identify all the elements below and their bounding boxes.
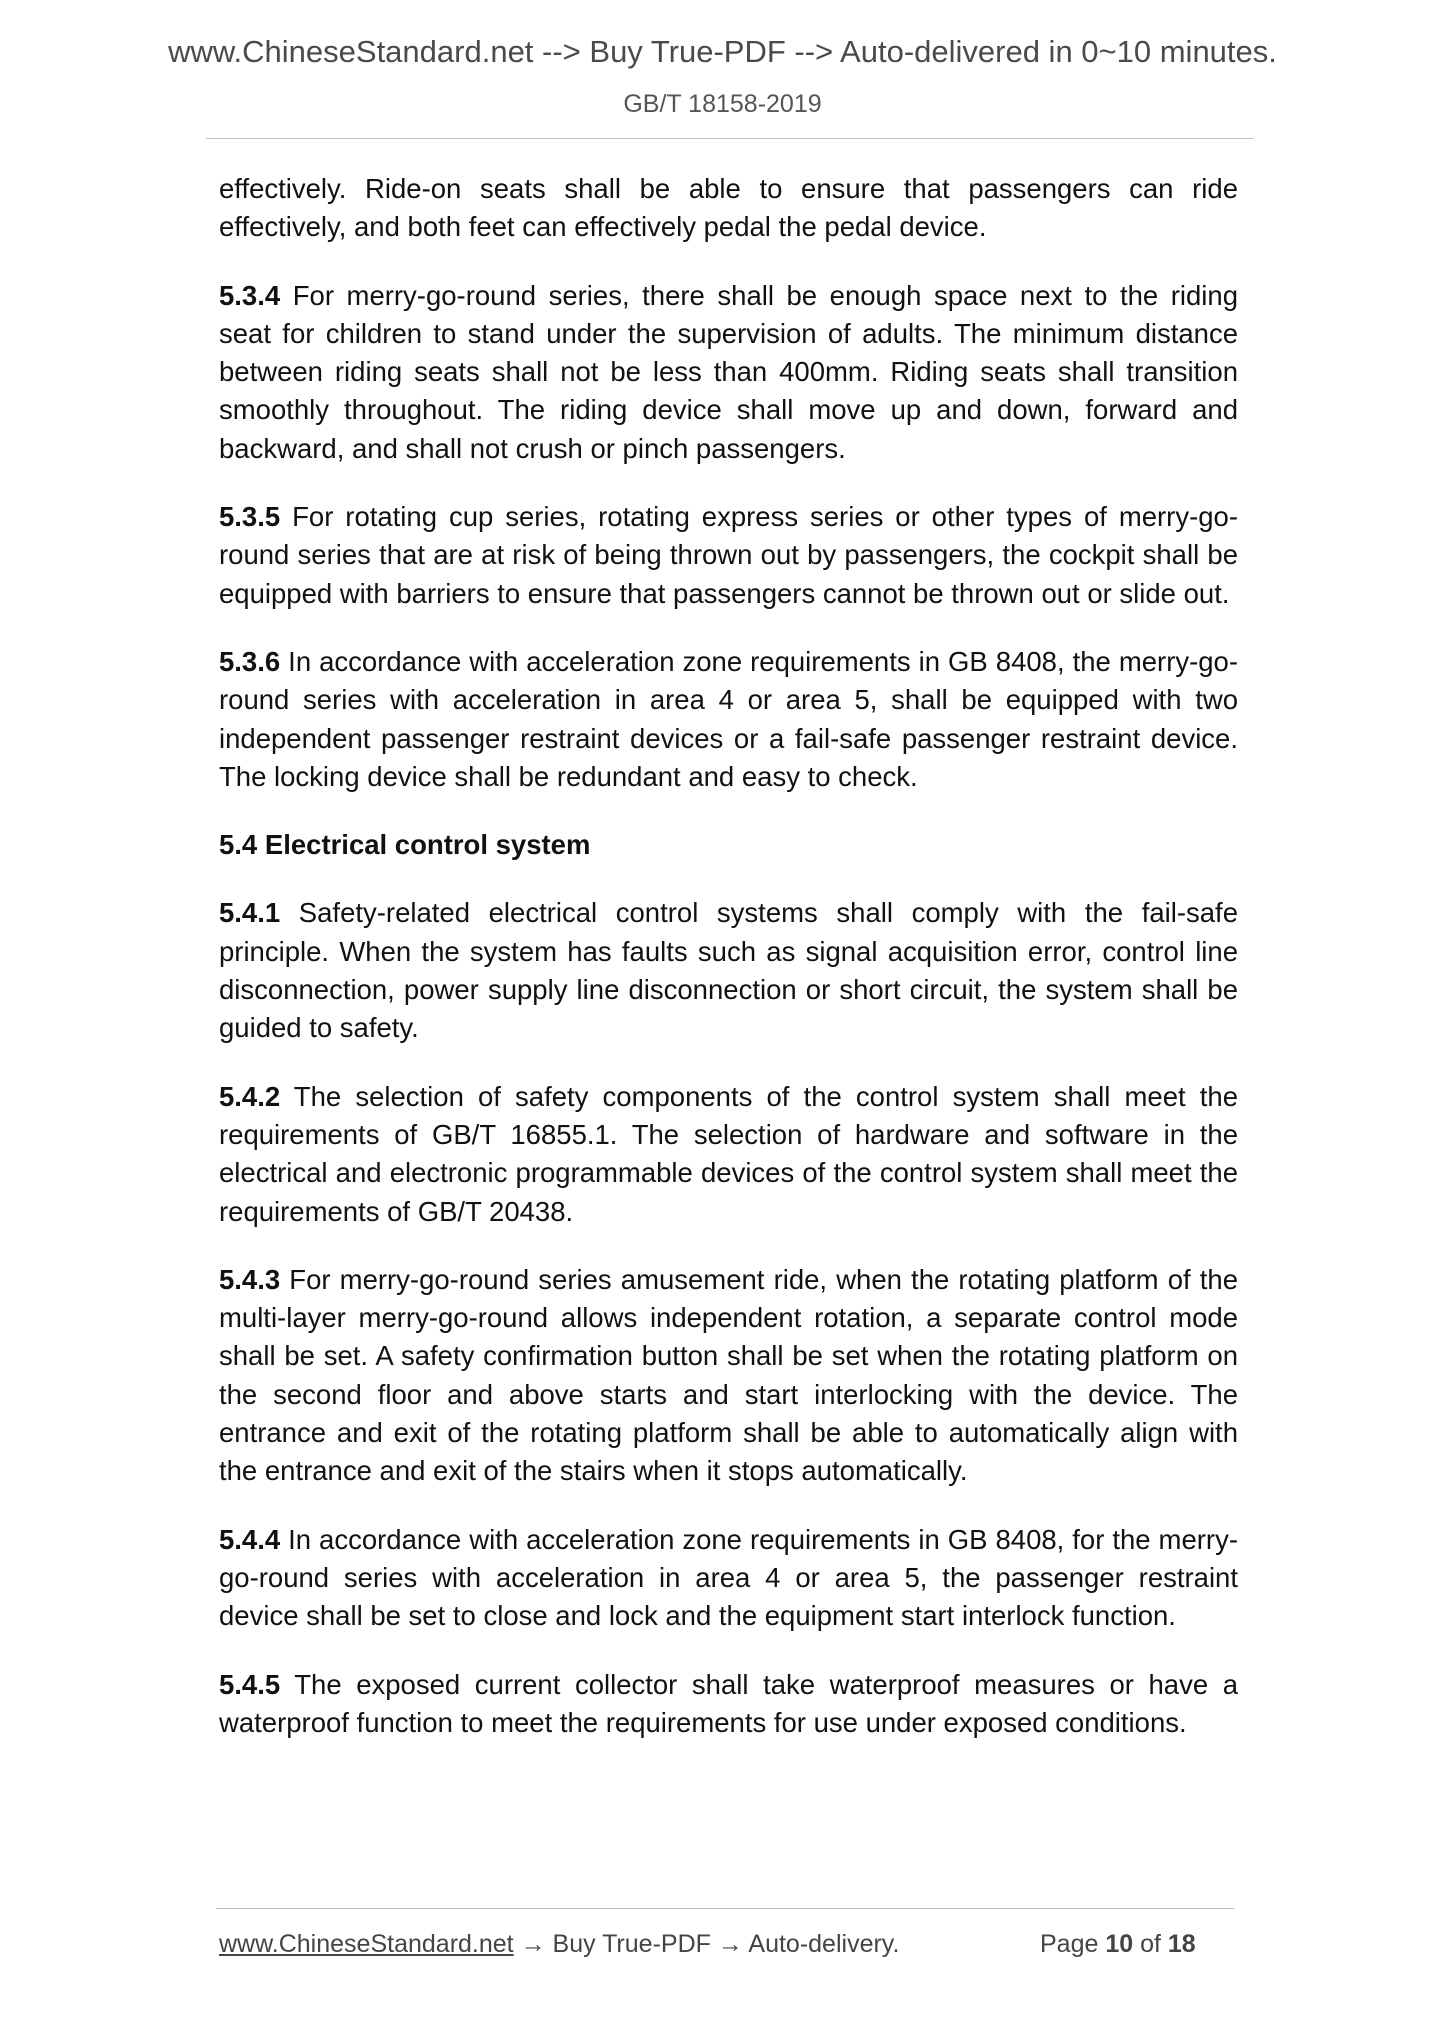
section-heading: 5.4 Electrical control system [219,829,591,861]
clause-text: The exposed current collector shall take waterproof measures or have a waterproof function to meet the requirements for use under exposed conditions. [219,1668,1238,1738]
clause-5-4-3 [219,1261,1238,1491]
footer-divider [216,1908,1234,1909]
page-label: Page [1040,1930,1106,1958]
clause-text: For rotating cup series, rotating express series or other types of merry-go-round series that are at risk of being thrown out by passengers, the cockpit shall be equipped with barriers to ensure that passengers cannot be thrown out or slide out. [219,501,1238,609]
clause-number: 5.4.1 [219,897,281,929]
document-body [219,170,1238,1772]
clause-number: 5.3.6 [219,645,281,677]
footer-tagline: → Buy True-PDF → Auto-delivery. [513,1930,900,1958]
clause-5-4-1 [219,894,1238,1047]
clause-number: 5.4.5 [219,1668,281,1700]
page-current: 10 [1105,1930,1134,1958]
clause-number: 5.4.4 [219,1523,281,1555]
clause-5-4-2 [219,1078,1238,1231]
clause-5-3-4 [219,277,1238,468]
clause-5-3-6 [219,643,1238,796]
clause-number: 5.3.5 [219,501,281,533]
clause-number: 5.3.4 [219,279,281,311]
footer-promo [219,1930,899,1959]
clause-text: In accordance with acceleration zone requirements in GB 8408, for the merry-go-round series with acceleration in area 4 or area 5, the passenger restraint device shall be set to close and lock and the equipment start interlock function. [219,1523,1238,1632]
clause-5-3-5 [219,498,1238,613]
clause-number: 5.4.2 [219,1080,281,1112]
page-indicator [1040,1930,1196,1959]
page-total: 18 [1167,1930,1196,1958]
document-number: GB/T 18158-2019 [623,90,822,118]
clause-text: In accordance with acceleration zone requirements in GB 8408, the merry-go-round series with acceleration in area 4 or area 5, shall be equipped with two independent passenger restraint devices or a fail-safe passenger restraint device. The locking device shall be redundant and easy to check. [219,645,1238,792]
clause-number: 5.4.3 [219,1263,281,1295]
header-divider [206,138,1253,139]
paragraph-continuation: effectively. Ride-on seats shall be able to ensure that passengers can ride effectively, and both feet can effectively pedal the pedal device. [219,173,1238,243]
clause-5-4-4 [219,1521,1238,1636]
header-banner: www.ChineseStandard.net --> Buy True-PDF --> Auto-delivered in 0~10 minutes. [168,34,1277,69]
clause-5-4-5 [219,1666,1238,1743]
page-of: of [1133,1930,1168,1958]
clause-text: Safety-related electrical control systems shall comply with the fail-safe principle. When the system has faults such as signal acquisition error, control line disconnection, power supply line disconnection or short circuit, the system shall be guided to safety. [219,897,1238,1044]
footer-site-link[interactable]: www.ChineseStandard.net [219,1930,514,1958]
clause-text: For merry-go-round series, there shall be enough space next to the riding seat for children to stand under the supervision of adults. The minimum distance between riding seats shall not be less than 400mm. Riding seats shall transition smoothly throughout. The riding device shall move up and down, forward and backward, and shall not crush or pinch passengers. [219,279,1238,464]
clause-text: For merry-go-round series amusement ride, when the rotating platform of the multi-layer merry-go-round allows independent rotation, a separate control mode shall be set. A safety confirmation button shall be set when the rotating platform on the second floor and above starts and start interlocking with the device. The entrance and exit of the rotating platform shall be able to automatically align with the entrance and exit of the stairs when it stops automatically. [219,1263,1238,1487]
clause-text: The selection of safety components of the control system shall meet the requirements of GB/T 16855.1. The selection of hardware and software in the electrical and electronic programmable devices of the control system shall meet the requirements of GB/T 20438. [219,1080,1238,1227]
